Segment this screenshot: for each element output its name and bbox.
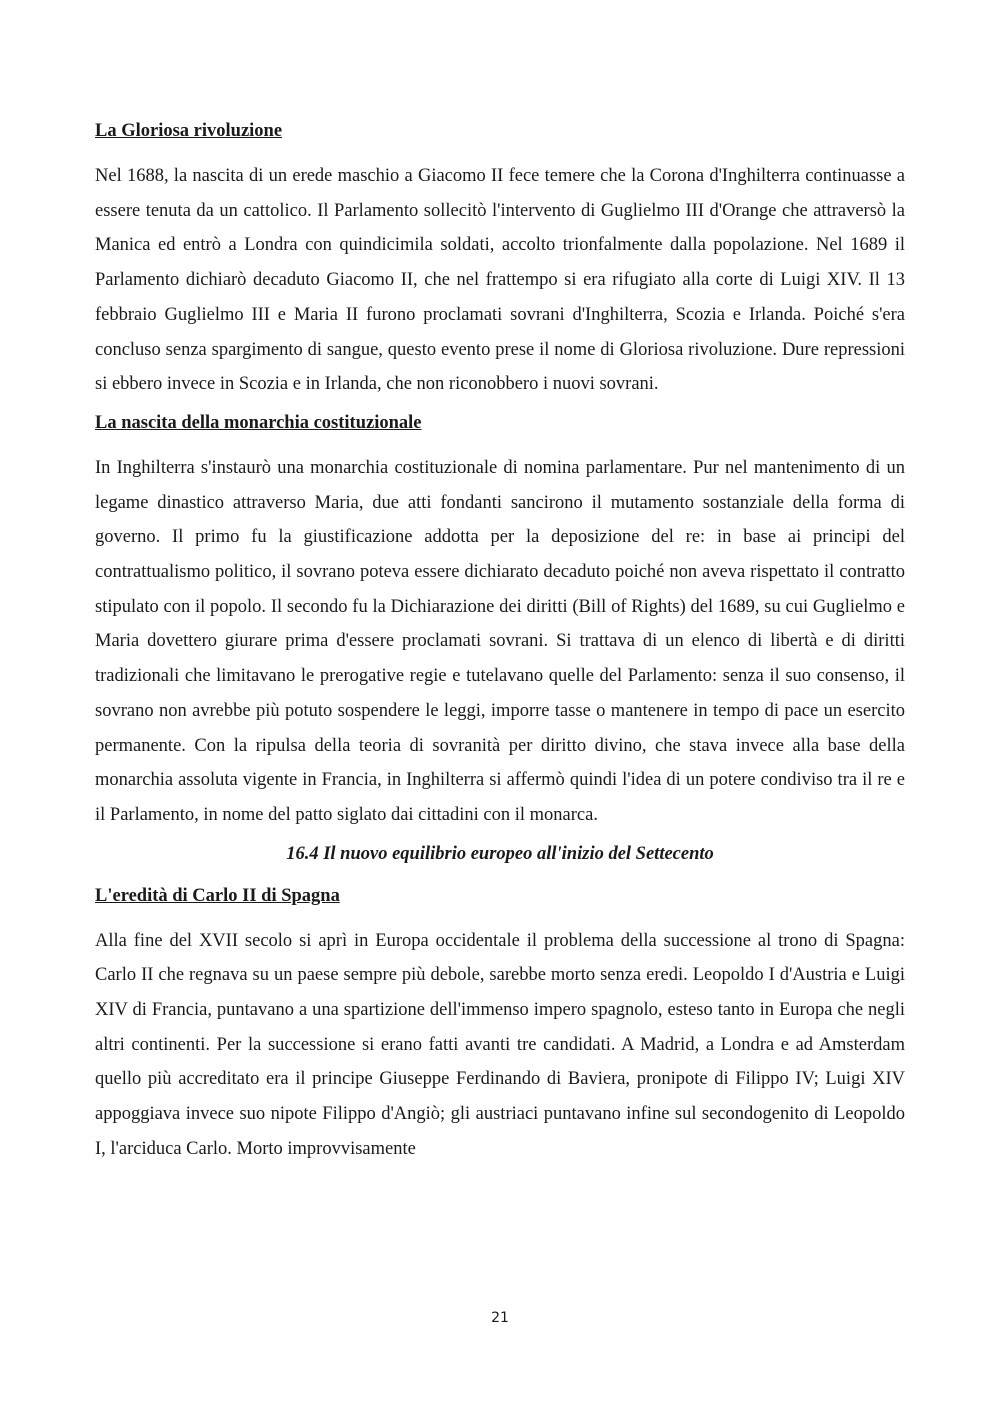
document-page	[95, 117, 905, 1174]
section-heading-monarchia-costituzionale: La nascita della monarchia costituzionale	[95, 412, 422, 433]
section-heading-gloriosa-rivoluzione: La Gloriosa rivoluzione	[95, 121, 283, 141]
paragraph-gloriosa-rivoluzione: Nel 1688, la nascita di un erede maschio a Giacomo II fece temere che la Corona d'Inghilterra continuasse a essere tenuta da un cattolico. Il Parlamento sollecitò l'intervento di Guglielmo III d'Orange che attraversò la Manica ed entrò a Londra con quindicimila soldati, accolto trionfalmente dalla popolazione. Nel 1689 il Parlamento dichiarò decaduto Giacomo II, che nel frattempo si era rifugiato alla corte di Luigi XIV. Il 13 febbraio Guglielmo III e Maria II furono proclamati sovrani d'Inghilterra, Scozia e Irlanda. Poiché s'era concluso senza spargimento di sangue, questo evento prese il nome di Gloriosa rivoluzione. Dure repressioni si ebbero invece in Scozia e in Irlanda, che non riconobbero i nuovi sovrani.	[95, 166, 905, 395]
chapter-title: 16.4 Il nuovo equilibrio europeo all'inizio del Settecento	[286, 843, 714, 864]
section-heading-eredita-carlo-ii: L'eredità di Carlo II di Spagna	[95, 885, 340, 906]
page-number: 21	[491, 1310, 509, 1326]
paragraph-eredita-carlo-ii: Alla fine del XVII secolo si aprì in Europa occidentale il problema della successione al trono di Spagna: Carlo II che regnava su un paese sempre più debole, sarebbe morto senza eredi. Leopoldo I d'Austria e Luigi XIV di Francia, puntavano a una spartizione dell'immenso impero spagnolo, esteso tanto in Europa che negli altri continenti. Per la successione si erano fatti avanti tre candidati. A Madrid, a Londra e ad Amsterdam quello più accreditato era il principe Giuseppe Ferdinando di Baviera, pronipote di Filippo IV; Luigi XIV appoggiava invece suo nipote Filippo d'Angiò; gli austriaci puntavano infine sul secondogenito di Leopoldo I, l'arciduca Carlo. Morto improvvisamente	[95, 930, 905, 1159]
paragraph-monarchia-costituzionale: In Inghilterra s'instaurò una monarchia costituzionale di nomina parlamentare. Pur nel mantenimento di un legame dinastico attraverso Maria, due atti fondanti sancirono il mutamento sostanziale della forma di governo. Il primo fu la giustificazione addotta per la deposizione del re: in base ai principi del contrattualismo politico, il sovrano poteva essere dichiarato decaduto poiché non aveva rispettato il contratto stipulato con il popolo. Il secondo fu la Dichiarazione dei diritti (Bill of Rights) del 1689, su cui Guglielmo e Maria dovettero giurare prima d'essere proclamati sovrani. Si trattava di un elenco di libertà e di diritti tradizionali che limitavano le prerogative regie e tutelavano quelle del Parlamento: senza il suo consenso, il sovrano non avrebbe più potuto sospendere le leggi, imporre tasse o mantenere in tempo di pace un esercito permanente. Con la ripulsa della teoria di sovranità per diritto divino, che stava invece alla base della monarchia assoluta vigente in Francia, in Inghilterra si affermò quindi l'idea di un potere condiviso tra il re e il Parlamento, in nome del patto siglato dai cittadini con il monarca.	[95, 457, 905, 825]
